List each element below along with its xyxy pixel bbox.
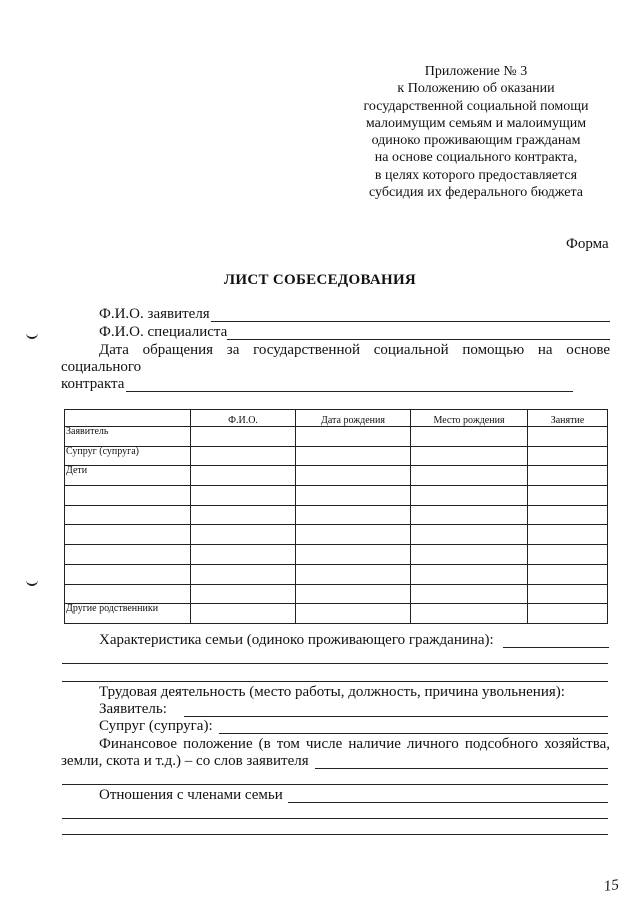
table-cell[interactable]: [191, 446, 296, 466]
table-cell[interactable]: [411, 525, 528, 545]
appendix-line: государственной социальной помощи: [363, 98, 589, 114]
table-cell[interactable]: [411, 486, 528, 506]
financial-line[interactable]: [315, 768, 608, 769]
table-cell[interactable]: [528, 505, 608, 525]
appendix-line: Приложение № 3: [424, 64, 528, 79]
table-cell[interactable]: [296, 466, 411, 486]
table-row: [65, 545, 608, 565]
table-cell[interactable]: [528, 545, 608, 565]
row-label: Другие родственники: [65, 604, 191, 624]
appendix-header: [340, 63, 612, 201]
header-cell-occupation: Занятие: [528, 410, 608, 427]
binder-mark: [26, 578, 38, 586]
appendix-line: на основе социального контракта,: [374, 150, 578, 166]
table-row: [65, 525, 608, 545]
family-characteristic-label: Характеристика семьи (одиноко проживающего гражданина):: [99, 632, 494, 648]
table-cell[interactable]: [528, 466, 608, 486]
appendix-line: в целях которого предоставляется: [374, 167, 578, 183]
table-cell[interactable]: [296, 525, 411, 545]
table-cell[interactable]: [191, 584, 296, 604]
appeal-date-label-cont: социального: [61, 359, 142, 375]
table-row: [65, 486, 608, 506]
family-characteristic-line[interactable]: [503, 647, 609, 648]
table-cell[interactable]: [191, 505, 296, 525]
table-cell[interactable]: [411, 505, 528, 525]
employment-applicant-label: Заявитель:: [99, 701, 167, 717]
table-cell[interactable]: [191, 466, 296, 486]
appendix-line: субсидия их федерального бюджета: [369, 185, 583, 201]
table-cell[interactable]: [296, 427, 411, 447]
table-row: [65, 427, 608, 447]
specialist-name-label: Ф.И.О. специалиста: [99, 324, 228, 340]
relations-line-2[interactable]: [62, 818, 608, 819]
appendix-line: к Положению об оказании: [397, 81, 555, 97]
table-row: [65, 466, 608, 486]
table-cell[interactable]: [191, 545, 296, 565]
table-cell[interactable]: [296, 545, 411, 565]
table-row: [65, 564, 608, 584]
binder-mark: [26, 331, 38, 339]
table-cell[interactable]: [411, 564, 528, 584]
row-label: [65, 505, 191, 525]
table-row: [65, 446, 608, 466]
financial-line-2[interactable]: [62, 784, 608, 785]
table-cell[interactable]: [296, 604, 411, 624]
row-label: [65, 584, 191, 604]
form-label: Форма: [566, 236, 609, 252]
table-cell[interactable]: [191, 486, 296, 506]
table-cell[interactable]: [296, 446, 411, 466]
financial-label: Финансовое положение (в том числе наличие личного подсобного хозяйства,: [99, 736, 610, 752]
row-label: [65, 545, 191, 565]
table-row: [65, 584, 608, 604]
table-cell[interactable]: [296, 584, 411, 604]
row-label: [65, 564, 191, 584]
table-cell[interactable]: [296, 486, 411, 506]
table-cell[interactable]: [411, 466, 528, 486]
table-cell[interactable]: [191, 564, 296, 584]
table-row: [65, 604, 608, 624]
appeal-date-label: Дата обращения за государственной социальной помощью на основе: [99, 342, 610, 358]
row-label: Заявитель: [65, 427, 191, 447]
row-label: [65, 486, 191, 506]
table-cell[interactable]: [411, 545, 528, 565]
header-cell-birthdate: Дата рождения: [296, 410, 411, 427]
table-cell[interactable]: [411, 604, 528, 624]
appeal-date-line[interactable]: [126, 391, 573, 392]
header-cell-name: Ф.И.О.: [191, 410, 296, 427]
table-cell[interactable]: [528, 486, 608, 506]
header-cell: [65, 410, 191, 427]
row-label: Супруг (супруга): [65, 446, 191, 466]
table-cell[interactable]: [528, 584, 608, 604]
family-characteristic-line-3[interactable]: [62, 681, 608, 682]
appendix-line: малоимущим семьям и малоимущим: [365, 115, 587, 131]
table-cell[interactable]: [528, 427, 608, 447]
table-cell[interactable]: [528, 564, 608, 584]
employment-spouse-label: Супруг (супруга):: [99, 718, 213, 734]
relations-label: Отношения с членами семьи: [99, 787, 283, 803]
table-cell[interactable]: [411, 584, 528, 604]
table-row: [65, 505, 608, 525]
applicant-name-line[interactable]: [211, 321, 610, 322]
table-cell[interactable]: [191, 427, 296, 447]
family-characteristic-line-2[interactable]: [62, 663, 608, 664]
employment-spouse-line[interactable]: [219, 733, 608, 734]
table-cell[interactable]: [411, 427, 528, 447]
table-cell[interactable]: [528, 525, 608, 545]
table-cell[interactable]: [191, 525, 296, 545]
table-cell[interactable]: [528, 446, 608, 466]
family-table: [64, 409, 608, 624]
table-cell[interactable]: [296, 564, 411, 584]
relations-line[interactable]: [288, 802, 608, 803]
table-cell[interactable]: [528, 604, 608, 624]
row-label: Дети: [65, 466, 191, 486]
header-cell-birthplace: Место рождения: [411, 410, 528, 427]
appendix-line: одиноко проживающим гражданам: [371, 133, 581, 149]
relations-line-3[interactable]: [62, 834, 608, 835]
row-label: [65, 525, 191, 545]
document-title: ЛИСТ СОБЕСЕДОВАНИЯ: [223, 272, 417, 288]
employment-label: Трудовая деятельность (место работы, должность, причина увольнения):: [99, 684, 565, 700]
appeal-date-label-cont2: контракта: [61, 376, 125, 392]
table-header-row: [65, 410, 608, 427]
table-cell[interactable]: [191, 604, 296, 624]
applicant-name-label: Ф.И.О. заявителя: [99, 306, 210, 322]
employment-applicant-line[interactable]: [184, 716, 608, 717]
financial-label-cont: земли, скота и т.д.) – со слов заявителя: [61, 753, 309, 769]
page-number: 15: [602, 877, 620, 895]
table-cell[interactable]: [411, 446, 528, 466]
specialist-name-line[interactable]: [227, 339, 610, 340]
table-cell[interactable]: [296, 505, 411, 525]
